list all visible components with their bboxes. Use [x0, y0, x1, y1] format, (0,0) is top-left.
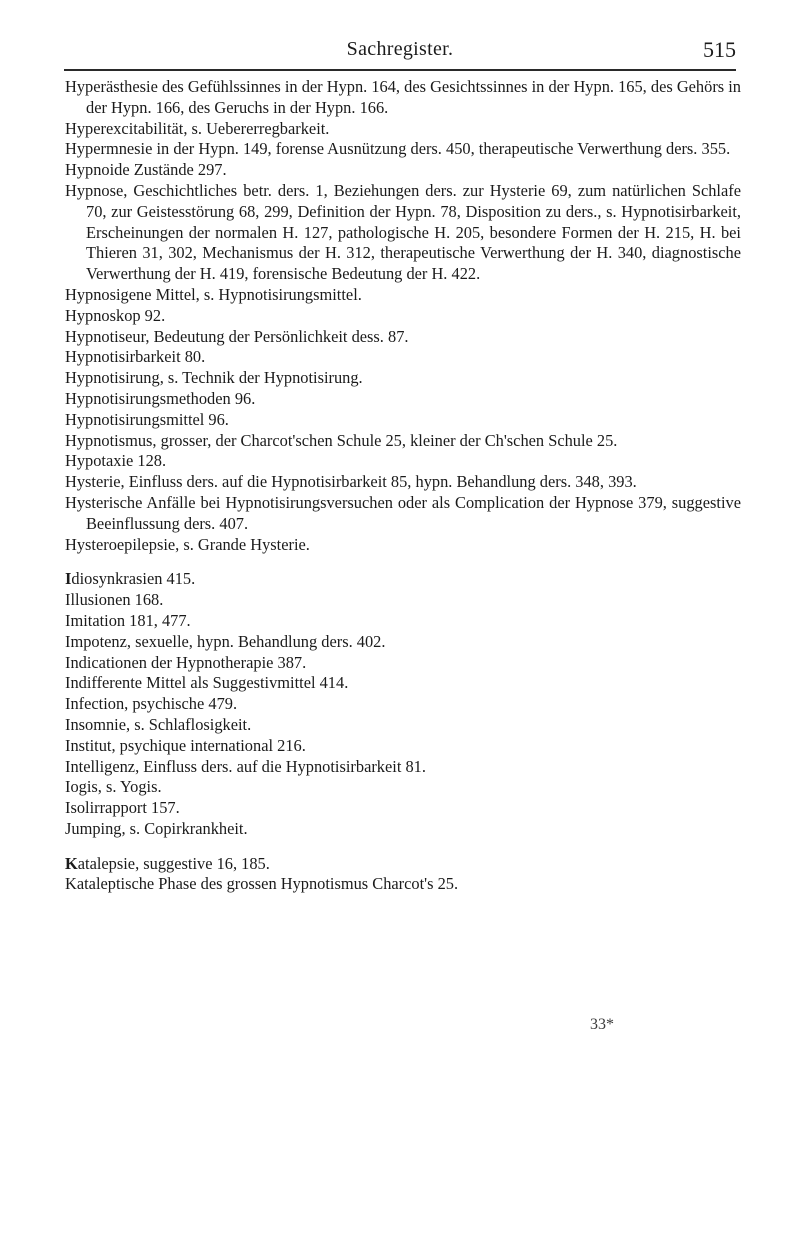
index-entry: Isolirrapport 157.	[65, 798, 180, 818]
header-rule	[64, 69, 736, 71]
index-entry: Indicationen der Hypnotherapie 387.	[65, 652, 307, 672]
index-entry: Hypnotisirung, s. Technik der Hypnotisirung.	[65, 368, 363, 388]
index-entry: Hypnoide Zustände 297.	[65, 160, 227, 180]
index-entry: Hypnotisirbarkeit 80.	[65, 347, 206, 367]
entry-text: atalepsie, suggestive 16, 185.	[77, 853, 270, 873]
index-entry	[65, 569, 741, 590]
index-entry: Hypermnesie in der Hypn. 149, forense Ausnützung ders. 450, therapeutische Verwerthung ders. 355.	[65, 139, 731, 159]
index-entry: Illusionen 168.	[65, 590, 164, 610]
index-entry: Hypnotismus, grosser, der Charcot'schen Schule 25, kleiner der Ch'schen Schule 25.	[65, 430, 618, 450]
index-entry: Iogis, s. Yogis.	[65, 777, 162, 797]
index-entry: Impotenz, sexuelle, hypn. Behandlung ders. 402.	[65, 631, 386, 651]
running-head-title: Sachregister.	[346, 38, 454, 60]
index-entry: Indifferente Mittel als Suggestivmittel 414.	[65, 673, 349, 693]
index-entry: Institut, psychique international 216.	[65, 735, 306, 755]
index-entry	[65, 854, 741, 875]
index-entry: Hypnoskop 92.	[65, 305, 166, 325]
index-entry: Imitation 181, 477.	[65, 610, 191, 630]
index-entry: Hypnosigene Mittel, s. Hypnotisirungsmittel.	[65, 284, 362, 304]
index-entry: Intelligenz, Einfluss ders. auf die Hypnotisirbarkeit 81.	[65, 756, 426, 776]
index-entry: Jumping, s. Copirkrankheit.	[65, 818, 248, 838]
index-entry: Kataleptische Phase des grossen Hypnotismus Charcot's 25.	[65, 874, 459, 894]
index-entry: Hypotaxie 128.	[65, 451, 167, 471]
index-entry: Insomnie, s. Schlaflosigkeit.	[65, 714, 252, 734]
index-entries	[65, 77, 741, 895]
index-entry: Hyperexcitabilität, s. Uebererregbarkeit.	[65, 118, 330, 138]
index-entry: Hysterische Anfälle bei Hypnotisirungsversuchen oder als Complication der Hypnose 379, suggestive Beeinflussung ders. 407.	[65, 492, 741, 533]
index-entry: Infection, psychische 479.	[65, 694, 238, 714]
page-number: 515	[703, 37, 736, 62]
section-initial: I	[65, 569, 72, 589]
entry-text: diosynkrasien 415.	[71, 569, 196, 589]
index-entry: Hypnotiseur, Bedeutung der Persönlichkeit dess. 87.	[65, 326, 409, 346]
index-entry: Hysteroepilepsie, s. Grande Hysterie.	[65, 534, 310, 554]
section-initial: K	[65, 853, 78, 873]
index-entry: Hypnose, Geschichtliches betr. ders. 1, Beziehungen ders. zur Hysterie 69, zum natürlichen Schlafe 70, zur Geistesstörung 68, 299, Definition der Hypn. 78, Disposition zu ders., s. Hypnotisirbarkeit, Erscheinungen der normalen H. 127, pathologische H. 205, besondere Formen der H. 215, H. bei Thieren 31, 302, Mechanismus der H. 312, therapeutische Verwerthung der H. 340, diagnostische Verwerthung der H. 419, forensische Bedeutung der H. 422.	[65, 180, 741, 284]
index-entry: Hypnotisirungsmittel 96.	[65, 409, 229, 429]
index-entry: Hysterie, Einfluss ders. auf die Hypnotisirbarkeit 85, hypn. Behandlung ders. 348, 393.	[65, 472, 637, 492]
index-entry: Hypnotisirungsmethoden 96.	[65, 388, 256, 408]
signature-mark: 33*	[590, 1016, 614, 1033]
index-entry: Hyperästhesie des Gefühlssinnes in der Hypn. 164, des Gesichtssinnes in der Hypn. 165, des Gehörs in der Hypn. 166, des Geruchs in der Hypn. 166.	[65, 77, 742, 117]
